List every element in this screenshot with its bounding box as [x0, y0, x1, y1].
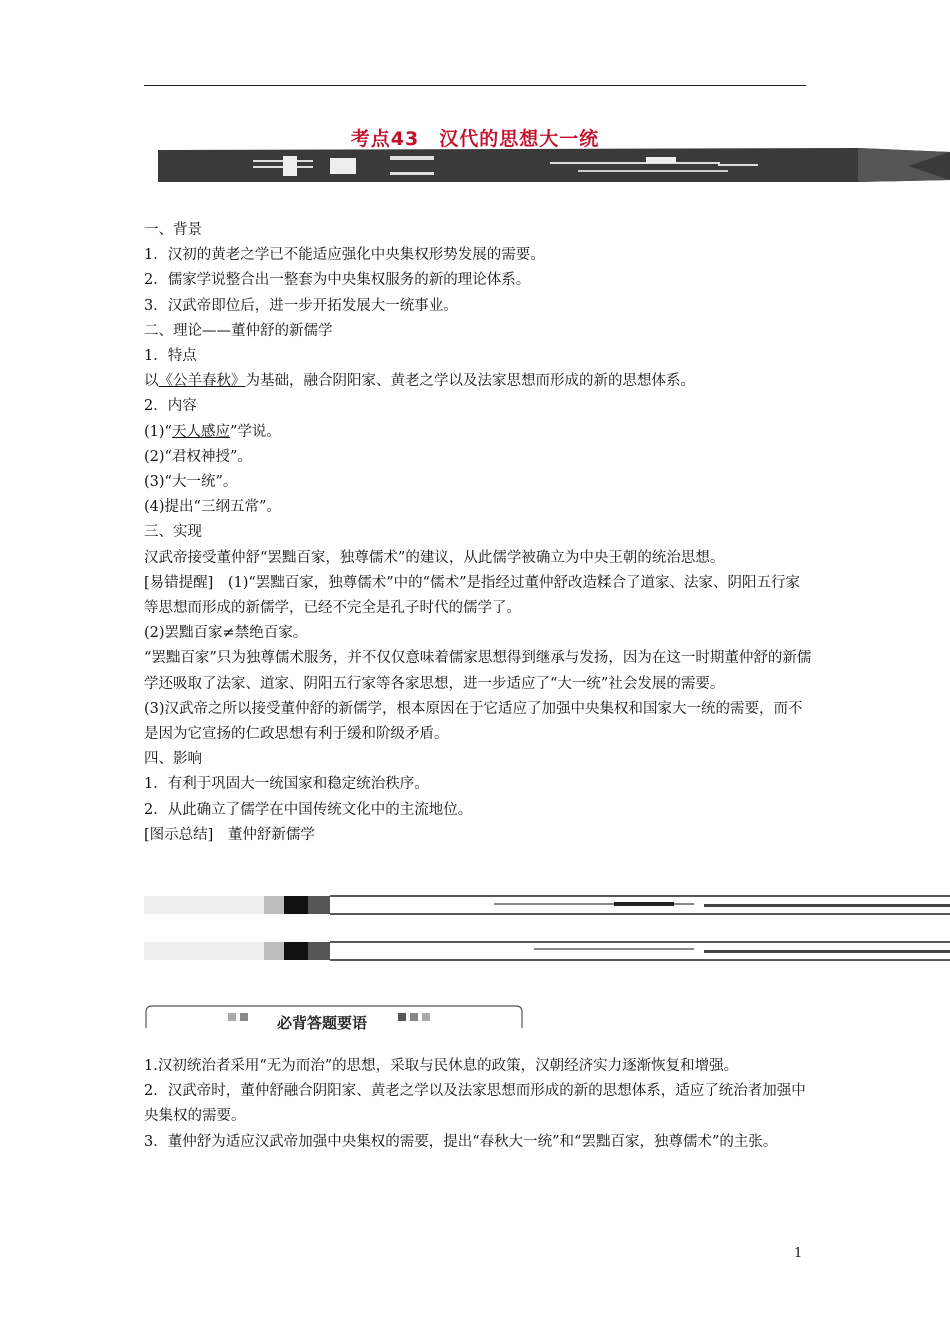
paragraph: [144, 420, 814, 445]
key-point: 3．董仲舒为适应汉武帝加强中央集权的需要，提出“春秋大一统”和“罢黜百家，独尊儒术”的主张。: [144, 1133, 778, 1150]
text-span: 以: [144, 373, 159, 390]
underlined-term: 天人感应: [171, 423, 230, 440]
paragraph: 2．儒家学说整合出一整套为中央集权服务的新的理论体系。: [144, 272, 531, 289]
paragraph: [144, 369, 814, 394]
page-title: 考点43 汉代的思想大一统: [350, 128, 600, 150]
paragraph: 2．从此确立了儒学在中国传统文化中的主流地位。: [144, 801, 473, 818]
paragraph: 四、影响: [144, 751, 202, 768]
underlined-term: 《公羊春秋》: [158, 373, 246, 390]
paragraph: (4)提出“三纲五常”。: [144, 499, 281, 516]
key-points-title: 必背答题要语: [252, 1012, 392, 1033]
summary-diagram: [144, 890, 950, 966]
key-point: 2．汉武帝时，董仲舒融合阴阳家、黄老之学以及法家思想而形成的新的思想体系，适应了统治者加强中央集权的需要。: [144, 1083, 806, 1125]
key-points-content: [144, 1054, 814, 1155]
paragraph: 三、实现: [144, 524, 202, 541]
paragraph: (3)汉武帝之所以接受董仲舒的新儒学，根本原因在于它适应了加强中央集权和国家大一统的需要，而不是因为它宣扬的仁政思想有利于缓和阶级矛盾。: [144, 700, 803, 743]
paragraph: “罢黜百家”只为独尊儒术服务，并不仅仅意味着儒家思想得到继承与发扬，因为在这一时期董仲舒的新儒学还吸取了法家、道家、阴阳五行家等各家思想，进一步适应了“大一统”社会发展的需要。: [144, 650, 812, 692]
text-span: ”学说。: [229, 423, 281, 440]
paragraph: 汉武帝接受董仲舒“罢黜百家，独尊儒术”的建议，从此儒学被确立为中央王朝的统治思想。: [144, 549, 725, 566]
paragraph: 1．汉初的黄老之学已不能适应强化中央集权形势发展的需要。: [144, 247, 545, 264]
text-span: 为基础，融合阴阳家、黄老之学以及法家思想而形成的新的思想体系。: [245, 373, 695, 390]
section-banner: [158, 148, 950, 184]
header-rule: [144, 85, 806, 86]
paragraph: 一、背景: [144, 222, 202, 238]
paragraph: [图示总结] 董仲舒新儒学: [144, 826, 315, 843]
paragraph: [易错提醒] (1)“罢黜百家，独尊儒术”中的“儒术”是指经过董仲舒改造糅合了道家、法家、阴阳五行家等思想而形成的新儒学，已经不完全是孔子时代的儒学了。: [144, 574, 801, 617]
paragraph: 二、理论——董仲舒的新儒学: [144, 322, 333, 339]
main-content: [144, 218, 814, 848]
paragraph: (3)“大一统”。: [144, 474, 238, 491]
text-span: (1)“: [144, 423, 172, 440]
key-point: 1.汉初统治者采用“无为而治”的思想，采取与民休息的政策，汉朝经济实力逐渐恢复和增强。: [144, 1058, 739, 1074]
page-number: 1: [794, 1246, 803, 1261]
paragraph: 1．特点: [144, 348, 197, 365]
paragraph: (2)“君权神授”。: [144, 448, 252, 465]
paragraph: 2．内容: [144, 398, 197, 415]
paragraph: 3．汉武帝即位后，进一步开拓发展大一统事业。: [144, 297, 458, 314]
paragraph: (2)罢黜百家≠禁绝百家。: [144, 625, 308, 642]
paragraph: 1．有利于巩固大一统国家和稳定统治秩序。: [144, 776, 429, 793]
